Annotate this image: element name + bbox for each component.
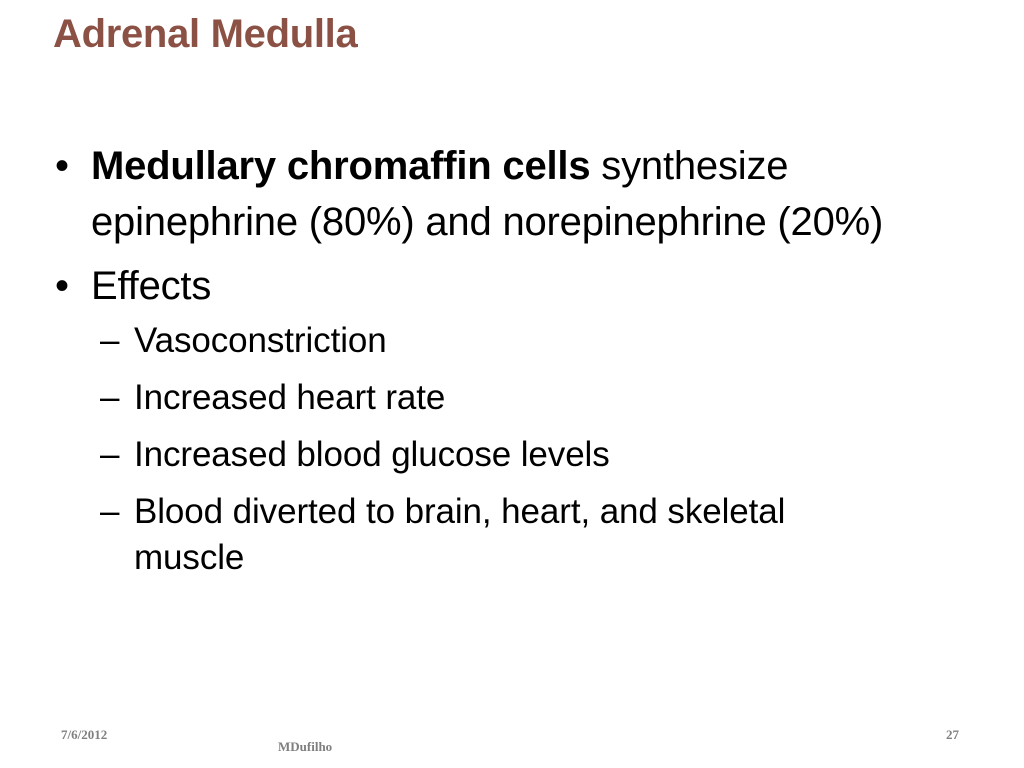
bullet-item xyxy=(52,138,952,250)
sub-bullet-text: Increased heart rate xyxy=(134,378,446,417)
bullet-text: synthesize epinephrine (80%) and norepinephrine (20%) xyxy=(91,144,884,244)
bullet-text: Effects xyxy=(91,264,212,308)
dash-marker: – xyxy=(100,321,120,360)
sub-bullet-list xyxy=(52,318,952,581)
sub-bullet-item xyxy=(100,489,894,581)
bullet-list xyxy=(52,138,952,592)
dash-marker: – xyxy=(100,378,120,417)
sub-bullet-text: Vasoconstriction xyxy=(134,321,387,360)
sub-bullet-text: Increased blood glucose levels xyxy=(134,435,610,474)
footer-page-number: 27 xyxy=(946,727,959,742)
dash-marker: – xyxy=(100,492,120,531)
sub-bullet-text: Blood diverted to brain, heart, and skeletal muscle xyxy=(134,492,786,577)
dash-marker: – xyxy=(100,435,120,474)
bullet-marker: • xyxy=(55,264,69,308)
footer-date: 7/6/2012 xyxy=(61,727,108,742)
slide-title: Adrenal Medulla xyxy=(53,12,358,56)
sub-bullet-item xyxy=(100,318,952,364)
bullet-bold-lead: Medullary chromaffin cells xyxy=(91,144,591,188)
footer-author: MDufilho xyxy=(278,739,333,754)
bullet-item xyxy=(52,258,952,314)
sub-bullet-item xyxy=(100,432,952,478)
bullet-marker: • xyxy=(55,144,69,188)
sub-bullet-item xyxy=(100,375,952,421)
